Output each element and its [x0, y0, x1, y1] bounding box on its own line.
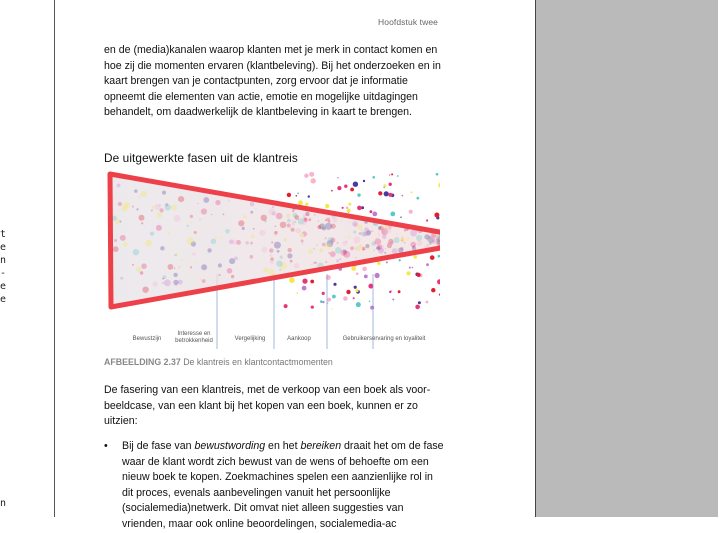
confetti-dot — [140, 271, 143, 274]
bullet-text-part: draait het om de fase waar de klant wordt zich bewust van de wens of behoefte om een nieuw boek te kopen. Zoekmachines spelen een aanzienlijke rol in dit proces, evenals aanbevelingen vanuit het persoonlijke (socialemedia)netwerk. Dit omvat niet alleen suggesties van vrienden, maar ook online beoordelingen, socialemedia-ac — [122, 440, 444, 530]
confetti-dot — [168, 264, 174, 270]
confetti-dot — [296, 195, 298, 197]
confetti-dot — [279, 269, 281, 271]
confetti-dot — [326, 218, 330, 222]
confetti-dot — [416, 235, 422, 241]
confetti-dot — [164, 279, 171, 286]
confetti-dot — [287, 193, 291, 197]
confetti-dot — [165, 204, 171, 210]
confetti-dot — [318, 220, 319, 221]
confetti-dot — [272, 206, 274, 208]
fragment-char: e — [0, 242, 7, 253]
confetti-dot — [388, 193, 392, 197]
confetti-dot — [332, 217, 337, 222]
confetti-dot — [311, 306, 314, 309]
confetti-dot — [187, 237, 194, 244]
confetti-dot — [220, 237, 222, 239]
bullet-text-part: en het — [265, 440, 301, 452]
confetti-dot — [287, 253, 292, 258]
confetti-dot — [341, 249, 347, 255]
confetti-dot — [178, 266, 181, 269]
confetti-dot — [308, 249, 313, 254]
confetti-dot — [160, 208, 164, 212]
paragraph-2: De fasering van een klantreis, met de verkoop van een boek als voorbeeldcase, van een klant bij het kopen van een boek, kunnen er zo uitzien: — [104, 384, 431, 428]
confetti-dot — [431, 288, 435, 292]
confetti-dot — [362, 267, 367, 272]
confetti-dot — [274, 231, 277, 234]
confetti-dot — [399, 259, 401, 261]
confetti-dot — [160, 246, 164, 250]
intro-paragraph: en de (media)kanalen waarop klanten met je merk in contact komen en hoe zij die momenten ervaren (klantbeleving). Bij het onderzoeken en in kaart brengen van je contactpunten, zorg ervoor dat je informatie opneemt die elementen van actie, emotie en mogelijke uitdagingen behandelt, om daadwerkelijk de klantbeleving in kaart te brengen. — [104, 44, 441, 119]
confetti-dot — [136, 267, 141, 272]
confetti-dot — [280, 256, 283, 259]
confetti-dot — [344, 185, 347, 188]
confetti-dot — [276, 260, 282, 266]
confetti-dot — [325, 204, 329, 208]
confetti-dot — [349, 221, 351, 223]
confetti-dot — [398, 248, 403, 253]
confetti-dot — [355, 257, 356, 258]
confetti-dot — [337, 186, 341, 190]
phase-list — [104, 439, 444, 533]
confetti-dot — [308, 218, 311, 221]
confetti-dot — [372, 176, 375, 179]
confetti-dot — [391, 173, 393, 175]
confetti-dot — [386, 261, 388, 263]
confetti-dot — [417, 240, 423, 246]
confetti-dot — [406, 271, 410, 275]
confetti-dot — [382, 235, 387, 240]
confetti-dot — [243, 215, 247, 219]
confetti-dot — [404, 230, 406, 232]
confetti-dot — [174, 215, 181, 222]
confetti-dot — [416, 197, 419, 200]
confetti-dot — [225, 229, 230, 234]
confetti-dot — [342, 241, 347, 246]
confetti-dot — [330, 251, 336, 257]
confetti-dot — [392, 299, 394, 301]
customer-journey-figure — [100, 164, 440, 354]
confetti-dot — [375, 273, 380, 278]
confetti-dot — [372, 212, 377, 217]
confetti-dot — [251, 235, 255, 239]
confetti-dot — [356, 302, 361, 307]
confetti-dot — [238, 220, 244, 226]
confetti-dot — [120, 277, 123, 280]
confetti-dot — [332, 295, 336, 299]
confetti-dot — [346, 206, 349, 209]
confetti-dot — [426, 263, 429, 266]
confetti-dot — [262, 247, 268, 253]
confetti-dot — [261, 215, 267, 221]
viewer-background — [536, 0, 718, 517]
confetti-dot — [435, 240, 439, 244]
confetti-dot — [269, 209, 276, 216]
confetti-dot — [439, 294, 440, 296]
fragment-char: - — [0, 268, 7, 279]
confetti-dot — [342, 207, 344, 209]
confetti-dot — [294, 263, 300, 269]
confetti-dot — [141, 263, 147, 269]
confetti-dot — [297, 193, 299, 195]
confetti-dot — [162, 191, 166, 195]
confetti-dot — [150, 232, 154, 236]
confetti-dot — [354, 286, 357, 289]
confetti-dot — [284, 304, 288, 308]
confetti-dot — [290, 260, 293, 263]
confetti-dot — [434, 237, 435, 238]
confetti-dot — [246, 241, 249, 244]
confetti-dot — [302, 243, 303, 244]
confetti-dot — [310, 280, 314, 284]
confetti-dot — [271, 241, 273, 243]
confetti-dot — [356, 272, 359, 275]
confetti-dot — [304, 217, 307, 220]
confetti-dot — [346, 290, 350, 294]
confetti-dot — [305, 203, 308, 206]
list-item — [104, 439, 444, 533]
confetti-dot — [274, 242, 281, 249]
confetti-dot — [409, 210, 413, 214]
confetti-dot — [250, 211, 253, 214]
confetti-dot — [396, 233, 398, 235]
confetti-dot — [369, 301, 371, 303]
confetti-dot — [325, 261, 327, 263]
stage-label-bewustzijn: Bewustzijn — [132, 336, 162, 342]
confetti-dot — [404, 242, 406, 244]
confetti-dot — [201, 208, 207, 214]
section-heading: De uitgewerkte fasen uit de klantreis — [104, 151, 298, 165]
confetti-dot — [211, 239, 217, 245]
confetti-dot — [133, 249, 139, 255]
confetti-dot — [433, 245, 434, 246]
confetti-dot — [378, 191, 382, 195]
confetti-dot — [162, 278, 164, 280]
previous-page-fragment — [0, 0, 54, 517]
confetti-dot — [434, 213, 439, 218]
confetti-dot — [187, 225, 189, 227]
confetti-dot — [397, 175, 399, 177]
confetti-dot — [332, 308, 333, 309]
confetti-dot — [355, 289, 358, 292]
confetti-dot — [315, 262, 317, 264]
confetti-dot — [296, 228, 302, 234]
confetti-dot — [336, 259, 339, 262]
confetti-dot — [412, 267, 414, 269]
confetti-dot — [263, 267, 268, 272]
confetti-dot — [141, 222, 143, 224]
confetti-dot — [354, 236, 361, 243]
figure-caption — [104, 357, 333, 367]
confetti-dot — [168, 232, 171, 235]
confetti-dot — [400, 237, 405, 242]
confetti-dot — [277, 250, 280, 253]
confetti-dot — [353, 230, 356, 233]
running-head: Hoofdstuk twee — [378, 17, 438, 27]
confetti-dot — [156, 225, 162, 231]
confetti-dot — [305, 212, 309, 216]
confetti-dot — [174, 268, 175, 269]
confetti-dot — [365, 231, 370, 236]
stage-label-vergelijking: Vergelijking — [234, 336, 266, 342]
confetti-dot — [383, 187, 385, 189]
confetti-dot — [153, 281, 158, 286]
confetti-dot — [124, 202, 130, 208]
confetti-dot — [294, 215, 299, 220]
confetti-dot — [270, 254, 273, 257]
confetti-dot — [173, 273, 177, 277]
bullet-emphasis: bereiken — [300, 440, 342, 452]
confetti-dot — [302, 279, 307, 284]
confetti-dot — [192, 252, 196, 256]
confetti-dot — [337, 177, 338, 178]
confetti-dot — [430, 255, 435, 260]
confetti-dot — [151, 210, 153, 212]
confetti-dot — [417, 273, 421, 277]
confetti-dot — [197, 203, 199, 205]
caption-text: De klantreis en klantcontactmomenten — [183, 357, 333, 367]
confetti-dot — [370, 306, 374, 310]
confetti-dot — [353, 297, 355, 299]
confetti-dot — [215, 236, 218, 239]
fragment-char: n — [0, 255, 7, 266]
confetti-dot — [138, 196, 140, 198]
confetti-dot — [325, 243, 331, 249]
confetti-dot — [401, 195, 403, 197]
confetti-dot — [120, 221, 122, 223]
bullet-icon: • — [104, 440, 108, 452]
confetti-dot — [123, 242, 128, 247]
confetti-dot — [385, 226, 392, 233]
confetti-dot — [357, 193, 360, 196]
confetti-dot — [231, 275, 234, 278]
confetti-dot — [280, 222, 286, 228]
confetti-dot — [302, 286, 307, 291]
confetti-dot — [132, 206, 134, 208]
confetti-dot — [330, 238, 335, 243]
confetti-dot — [268, 269, 275, 276]
confetti-dot — [139, 215, 145, 221]
confetti-dot — [357, 206, 362, 211]
stage-label-aankoop: Aankoop — [287, 336, 311, 342]
confetti-dot — [142, 287, 148, 293]
confetti-dot — [348, 236, 351, 239]
confetti-dot — [114, 239, 117, 242]
confetti-dot — [298, 200, 303, 205]
confetti-dot — [289, 278, 295, 284]
confetti-dot — [414, 255, 418, 259]
confetti-dot — [228, 200, 231, 203]
confetti-dot — [120, 235, 126, 241]
confetti-dot — [136, 208, 138, 210]
confetti-dot — [269, 248, 273, 252]
confetti-dot — [190, 266, 192, 268]
fragment-char: t — [0, 229, 7, 240]
confetti-dot — [201, 264, 207, 270]
confetti-dot — [199, 279, 201, 281]
confetti-dot — [353, 182, 358, 187]
confetti-dot — [287, 223, 291, 227]
confetti-dot — [370, 210, 373, 213]
confetti-dot — [202, 279, 206, 283]
confetti-dot — [200, 258, 202, 260]
confetti-dot — [389, 183, 392, 186]
confetti-dot — [190, 222, 192, 224]
confetti-dot — [195, 262, 197, 264]
confetti-dot — [313, 248, 315, 250]
confetti-dot — [426, 219, 428, 221]
confetti-dot — [390, 241, 394, 245]
confetti-dot — [117, 184, 121, 188]
confetti-dot — [389, 291, 391, 293]
bullet-emphasis: bewustwording — [194, 440, 266, 452]
confetti-dot — [250, 202, 255, 207]
caption-label: AFBEELDING 2.37 — [104, 357, 181, 367]
confetti-dot — [378, 226, 381, 229]
confetti-dot — [418, 301, 421, 304]
confetti-dot — [207, 248, 211, 252]
confetti-dot — [132, 264, 134, 266]
confetti-dot — [333, 283, 336, 286]
confetti-dot — [412, 246, 416, 250]
confetti-dot — [361, 232, 366, 237]
confetti-dot — [259, 230, 265, 236]
confetti-dot — [223, 214, 225, 216]
confetti-dot — [357, 224, 362, 229]
confetti-dot — [309, 172, 314, 177]
confetti-dot — [116, 204, 117, 205]
confetti-dot — [297, 292, 299, 294]
confetti-dot — [438, 183, 440, 188]
confetti-dot — [429, 242, 431, 244]
funnel-graphic — [100, 164, 440, 354]
confetti-dot — [322, 292, 325, 295]
confetti-dot — [350, 188, 354, 192]
confetti-dot — [375, 238, 382, 245]
confetti-dot — [118, 202, 122, 206]
confetti-dot — [409, 267, 411, 269]
confetti-dot — [426, 301, 429, 304]
confetti-dot — [178, 196, 184, 202]
confetti-dot — [390, 212, 395, 217]
confetti-dot — [320, 223, 326, 229]
confetti-dot — [331, 190, 333, 192]
confetti-dot — [178, 280, 183, 285]
confetti-dot — [250, 255, 254, 259]
confetti-dot — [141, 191, 147, 197]
confetti-dot — [203, 197, 209, 203]
confetti-dot — [159, 204, 161, 206]
confetti-dot — [436, 173, 439, 176]
confetti-dot — [308, 195, 310, 197]
confetti-dot — [164, 249, 166, 251]
confetti-dot — [325, 223, 332, 230]
confetti-dot — [113, 246, 119, 252]
confetti-dot — [194, 231, 197, 234]
confetti-dot — [327, 298, 331, 302]
confetti-dot — [162, 282, 164, 284]
confetti-dot — [255, 208, 257, 210]
confetti-dot — [173, 280, 178, 285]
confetti-dot — [181, 259, 183, 261]
confetti-dot — [427, 237, 433, 243]
confetti-dot — [232, 239, 237, 244]
confetti-dot — [152, 206, 155, 209]
confetti-dot — [400, 217, 401, 218]
confetti-dot — [385, 248, 386, 249]
confetti-dot — [304, 174, 308, 178]
confetti-dot — [348, 247, 350, 249]
confetti-dot — [351, 266, 356, 271]
confetti-dot — [384, 252, 386, 254]
confetti-dot — [438, 255, 440, 258]
stage-label-interesse: Interesse en betrokkenheid — [175, 331, 213, 344]
confetti-dot — [174, 254, 177, 257]
confetti-dot — [157, 212, 162, 217]
confetti-dot — [253, 228, 255, 230]
confetti-dot — [292, 210, 294, 212]
confetti-dot — [311, 263, 313, 265]
confetti-dot — [379, 234, 381, 236]
confetti-dot — [363, 180, 365, 182]
confetti-dot — [211, 214, 212, 215]
confetti-dot — [271, 257, 274, 260]
bullet-text-part: Bij de fase van — [122, 440, 195, 452]
confetti-dot — [371, 230, 373, 232]
confetti-dot — [242, 227, 245, 230]
confetti-dot — [134, 189, 137, 192]
confetti-dot — [199, 218, 202, 221]
confetti-dot — [384, 191, 389, 196]
confetti-dot — [347, 209, 351, 213]
confetti-dot — [218, 274, 220, 276]
confetti-dot — [376, 246, 380, 250]
confetti-dot — [250, 242, 253, 245]
confetti-dot — [275, 226, 277, 228]
confetti-dot — [411, 191, 413, 193]
confetti-dot — [367, 247, 370, 250]
confetti-dot — [364, 275, 368, 279]
fragment-char: n — [0, 498, 7, 509]
confetti-dot — [215, 200, 220, 205]
confetti-dot — [377, 262, 380, 265]
fragment-char: e — [0, 294, 7, 305]
confetti-dot — [348, 203, 351, 206]
confetti-dot — [392, 248, 398, 254]
confetti-dot — [311, 178, 313, 180]
confetti-dot — [171, 205, 177, 211]
confetti-dot — [389, 174, 390, 175]
confetti-dot — [437, 279, 440, 284]
stage-label-gebruikerservaring: Gebruikerservaring en loyaliteit — [342, 336, 426, 342]
confetti-dot — [234, 257, 238, 261]
confetti-dot — [362, 247, 366, 251]
confetti-dot — [398, 290, 401, 293]
confetti-dot — [145, 240, 152, 247]
confetti-dot — [320, 300, 323, 303]
confetti-dot — [276, 213, 283, 220]
confetti-dot — [227, 268, 233, 274]
document-page — [55, 0, 535, 530]
confetti-dot — [406, 237, 409, 240]
confetti-dot — [394, 237, 400, 243]
confetti-dot — [190, 215, 193, 218]
confetti-dot — [415, 305, 420, 310]
fragment-char: e — [0, 281, 7, 292]
confetti-dot — [343, 296, 348, 301]
confetti-dot — [218, 263, 222, 267]
